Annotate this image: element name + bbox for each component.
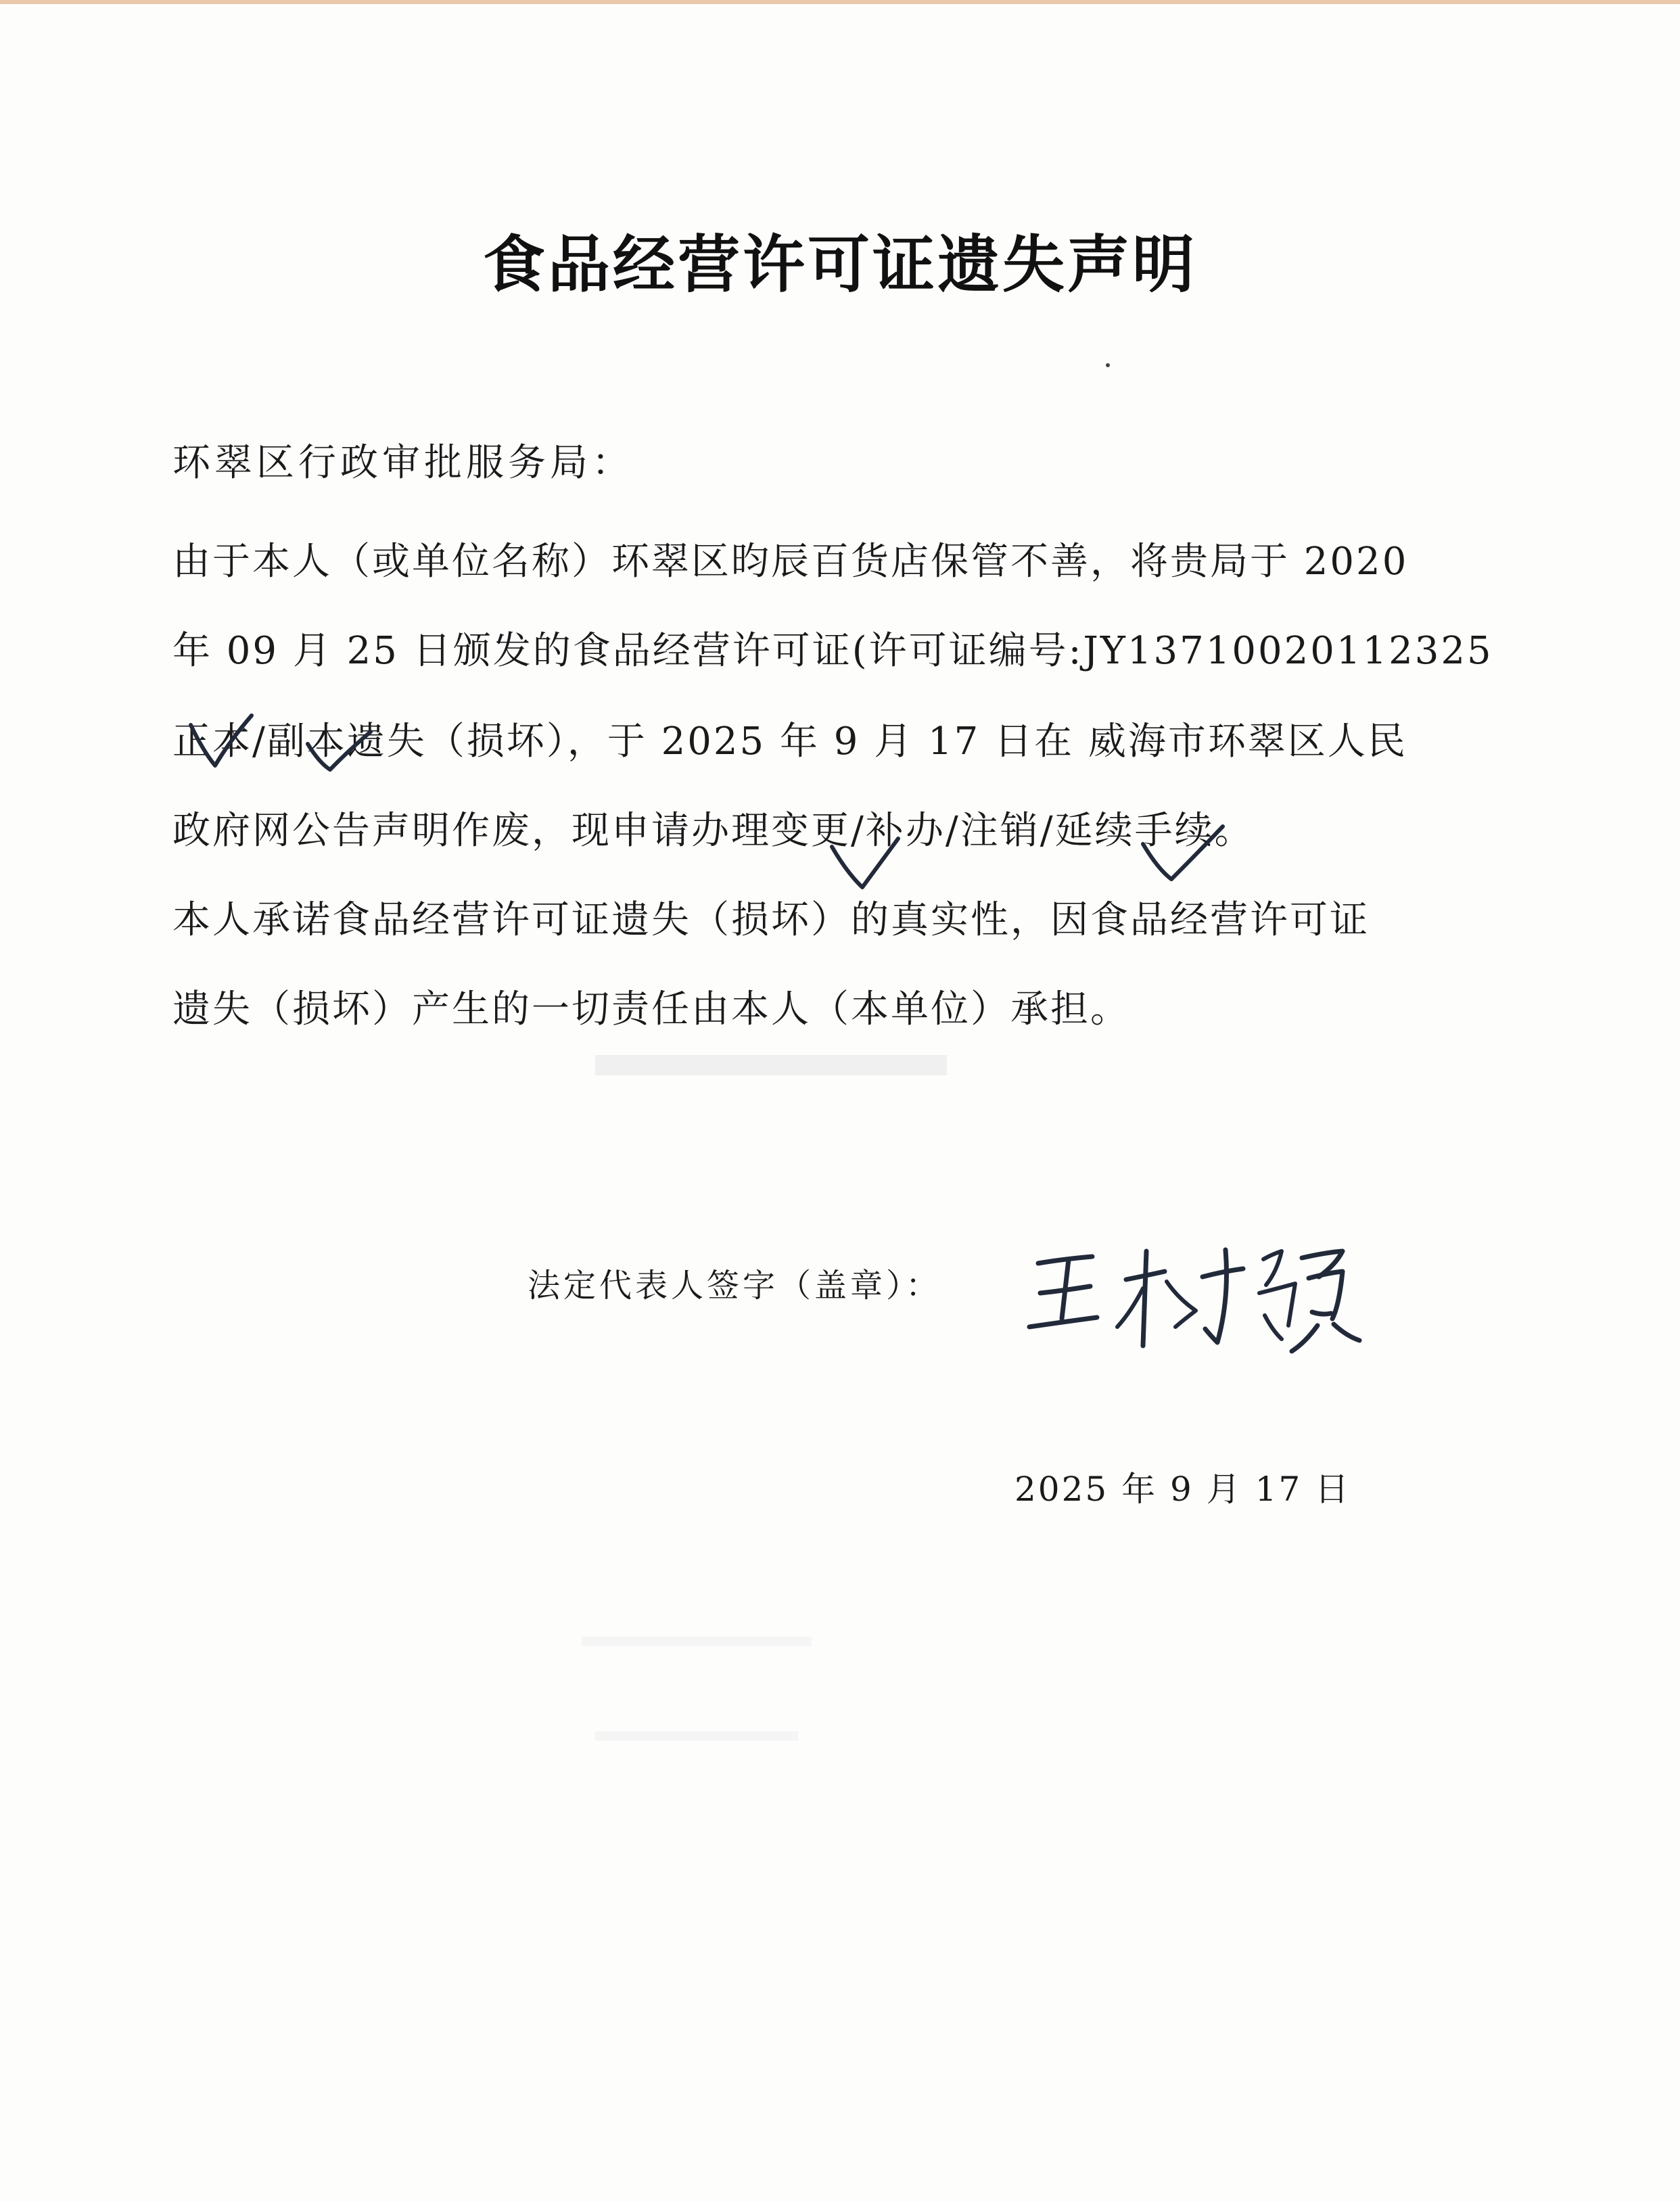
scan-artifact — [595, 1731, 798, 1741]
document-title: 食品经营许可证遗失声明 — [482, 228, 1197, 301]
body-line-5: 本人承诺食品经营许可证遗失（损坏）的真实性，因食品经营许可证 — [172, 898, 1370, 942]
handwritten-signature — [1029, 1250, 1359, 1351]
paper-top-edge — [0, 0, 1680, 4]
declaration-date: 2025 年 9 月 17 日 — [1014, 1470, 1351, 1509]
body-line-3: 正本/副本遗失（损坏），于 2025 年 9 月 17 日在 威海市环翠区人民 — [172, 720, 1407, 764]
addressee: 环翠区行政审批服务局： — [172, 441, 634, 485]
scan-artifact — [595, 1055, 947, 1075]
body-line-4: 政府网公告声明作废，现申请办理变更/补办/注销/延续手续。 — [172, 809, 1255, 853]
body-line-6: 遗失（损坏）产生的一切责任由本人（本单位）承担。 — [172, 987, 1130, 1031]
signature-label: 法定代表人签字（盖章）： — [528, 1267, 942, 1305]
body-line-1: 由于本人（或单位名称）环翠区昀辰百货店保管不善，将贵局于 2020 — [172, 540, 1409, 584]
scan-artifact — [582, 1637, 812, 1646]
body-line-2: 年 09 月 25 日颁发的食品经营许可证(许可证编号:JY13710020112325 — [172, 629, 1493, 673]
scan-dot — [1106, 363, 1110, 367]
